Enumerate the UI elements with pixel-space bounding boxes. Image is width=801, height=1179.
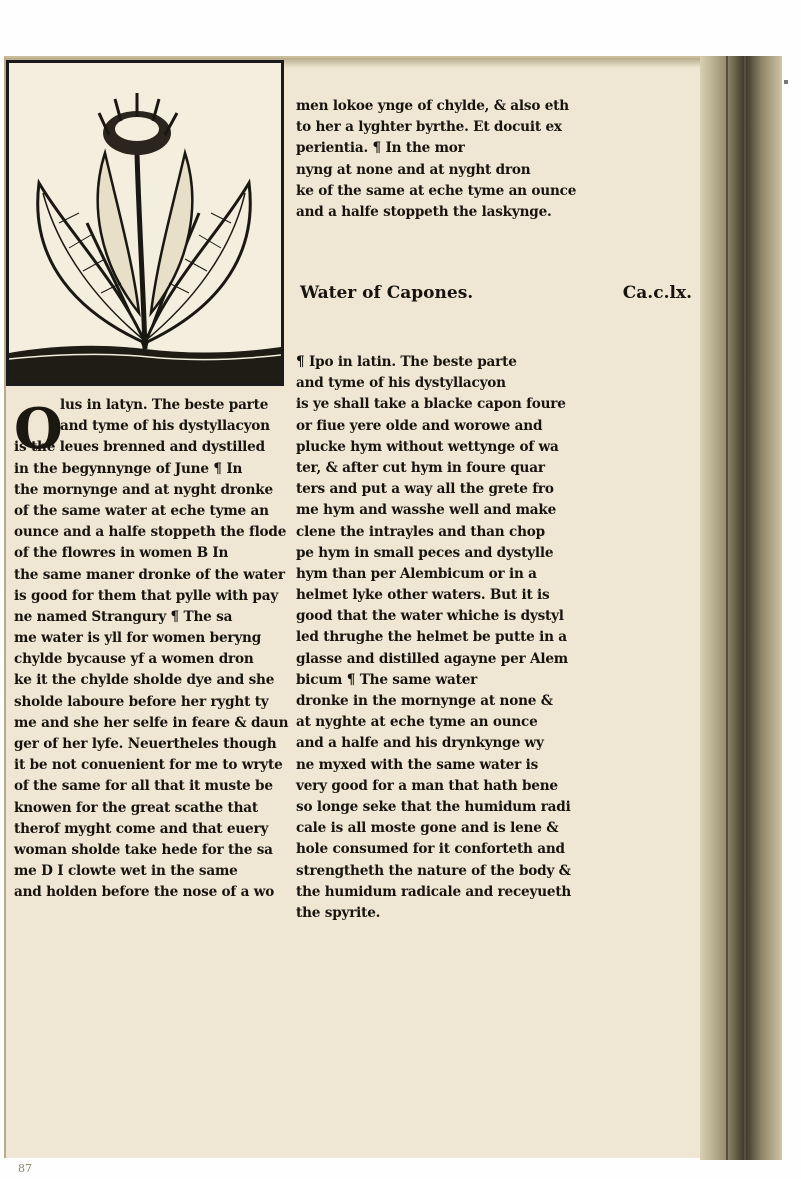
text-line: ger of her lyfe. Neuertheles though [14,736,277,752]
text-line: in the begynnynge of June ¶ In [14,460,243,477]
text-line: of the flowres in women B In [14,545,229,562]
text-line: plucke hym without wettynge of wa [296,438,559,455]
plant-woodcut-illustration [6,60,284,386]
right-column-main-text [296,352,692,924]
chapter-number: Ca.c.lx. [622,283,692,303]
text-line: nyng at none and at nyght dron [296,161,531,178]
text-line: hole consumed for it conforteth and [296,841,565,858]
text-line: glasse and distilled agayne per Alem [296,650,568,667]
text-line: ne myxed with the same water is [296,756,539,773]
book-gutter [700,56,782,1160]
plant-icon [9,63,281,383]
text-line: to her a lyghter byrthe. Et docuit ex [296,119,562,136]
text-line: good that the water whiche is dystyl [296,608,564,625]
text-line: or fiue yere olde and worowe and [296,417,543,434]
text-line: it be not conuenient for me to wryte [14,757,283,774]
text-line: and holden before the nose of a wo [14,884,275,901]
text-line: ke it the chylde sholde dye and she [14,672,275,689]
text-line: of the same water at eche tyme an [14,502,269,519]
text-line: at nyghte at eche tyme an ounce [296,714,538,731]
text-line: and a halfe and his drynkynge wy [296,735,544,752]
right-column-top-text [296,96,692,223]
text-line: dronke in the mornynge at none & [296,693,553,709]
text-line: strengtheth the nature of the body & [296,862,571,879]
text-line: the same maner dronke of the water [14,566,285,583]
text-line: ters and put a way all the grete fro [296,481,554,498]
text-line: is good for them that pylle with pay [14,587,279,604]
text-line: the spyrite. [296,904,381,921]
drop-cap-initial: O [14,396,63,462]
text-line: clene the intrayles and than chop [296,523,545,540]
text-line: knowen for the great scathe that [14,799,258,816]
text-line: ¶ Ipo in latin. The beste parte [296,354,517,370]
text-line: woman sholde take hede for the sa [14,841,273,858]
text-line: pe hym in small peces and dystylle [296,544,554,561]
left-column-text [14,395,294,904]
text-line: helmet lyke other waters. But it is [296,587,550,604]
chapter-title: Water of Capones. [300,283,474,303]
text-line: is ye shall take a blacke capon foure [296,396,566,413]
text-line: ounce and a halfe stoppeth the flode [14,524,287,541]
text-line: ke of the same at eche tyme an ounce [296,182,577,199]
scan-mark [784,80,788,84]
text-line: lus in latyn. The beste parte [60,397,269,413]
text-line: ne named Strangury ¶ The sa [14,608,233,625]
text-line: me hym and wasshe well and make [296,502,557,519]
text-line: the mornynge and at nyght dronke [14,481,273,498]
text-line: so longe seke that the humidum radi [296,798,571,815]
text-line: chylde bycause yf a women dron [14,651,254,668]
text-line: cale is all moste gone and is lene & [296,820,559,837]
text-line: is the leues brenned and dystilled [14,439,265,456]
text-line: men lokoe ynge of chylde, & also eth [296,98,569,114]
text-line: led thrughe the helmet be putte in a [296,629,567,646]
text-line: very good for a man that hath bene [296,777,558,794]
text-line: sholde laboure before her ryght ty [14,693,269,710]
text-line: me and she her selfe in feare & daun [14,714,289,731]
text-line: and tyme of his dystyllacyon [296,375,506,392]
text-line: therof myght come and that euery [14,820,269,837]
chapter-heading [300,283,692,303]
page-number: 87 [18,1162,32,1175]
text-line: hym than per Alembicum or in a [296,565,537,582]
text-line: and a halfe stoppeth the laskynge. [296,203,552,220]
text-line: ter, & after cut hym in foure quar [296,459,545,476]
text-line: me D I clowte wet in the same [14,863,238,880]
text-line: of the same for all that it muste be [14,778,273,795]
text-line: bicum ¶ The same water [296,671,478,688]
text-line: perientia. ¶ In the mor [296,140,465,157]
text-line: me water is yll for women beryng [14,630,262,647]
text-line: the humidum radicale and receyueth [296,883,572,900]
text-line: and tyme of his dystyllacyon [60,418,270,435]
